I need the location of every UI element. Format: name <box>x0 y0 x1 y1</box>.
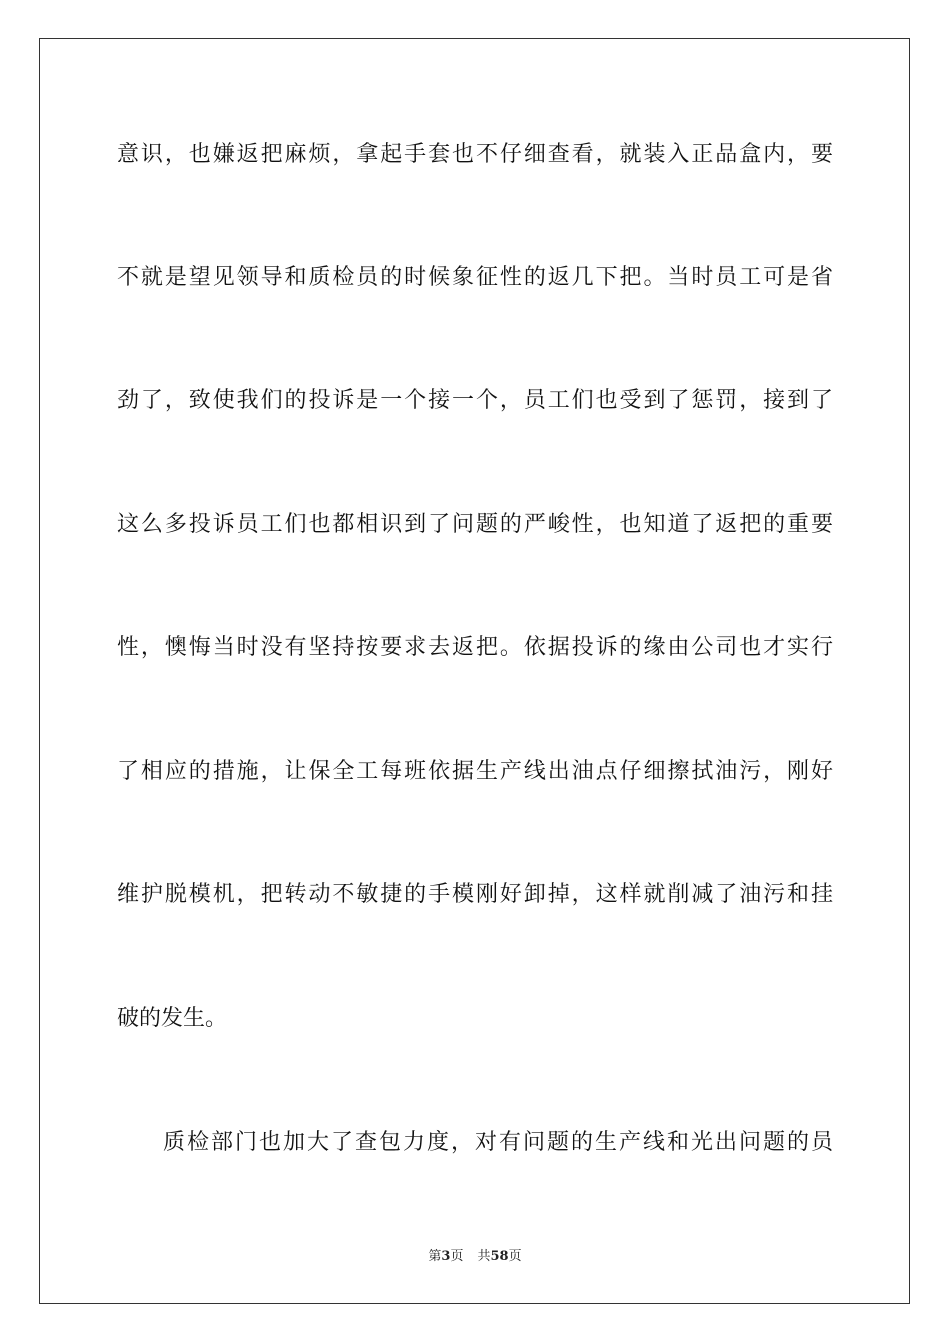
text-line: 意识，也嫌返把麻烦，拿起手套也不仔细查看，就装入正品盒内，要 <box>117 142 833 167</box>
text-line: 这么多投诉员工们也都相识到了问题的严峻性，也知道了返把的重要 <box>117 512 833 537</box>
text-line: 破的发生。 <box>117 1006 228 1031</box>
text-line: 维护脱模机，把转动不敏捷的手模刚好卸掉，这样就削减了油污和挂 <box>117 882 833 907</box>
text-line: 了相应的措施，让保全工每班依据生产线出油点仔细擦拭油污，刚好 <box>117 759 833 784</box>
total-suffix: 页 <box>508 1249 522 1264</box>
page-number: 3 <box>441 1249 451 1264</box>
text-line: 劲了，致使我们的投诉是一个接一个，员工们也受到了惩罚，接到了 <box>117 388 833 413</box>
page-footer <box>0 1248 950 1266</box>
text-line: 性，懊悔当时没有坚持按要求去返把。依据投诉的缘由公司也才实行 <box>117 635 833 660</box>
text-line: 不就是望见领导和质检员的时候象征性的返几下把。当时员工可是省 <box>117 265 833 290</box>
page-prefix: 第 <box>428 1249 442 1264</box>
paragraph-start-line: 质检部门也加大了查包力度，对有问题的生产线和光出问题的员 <box>163 1130 833 1155</box>
page-border <box>39 38 910 1304</box>
total-pages: 58 <box>490 1249 509 1264</box>
page-suffix: 页 <box>450 1249 464 1264</box>
total-prefix: 共 <box>477 1249 491 1264</box>
